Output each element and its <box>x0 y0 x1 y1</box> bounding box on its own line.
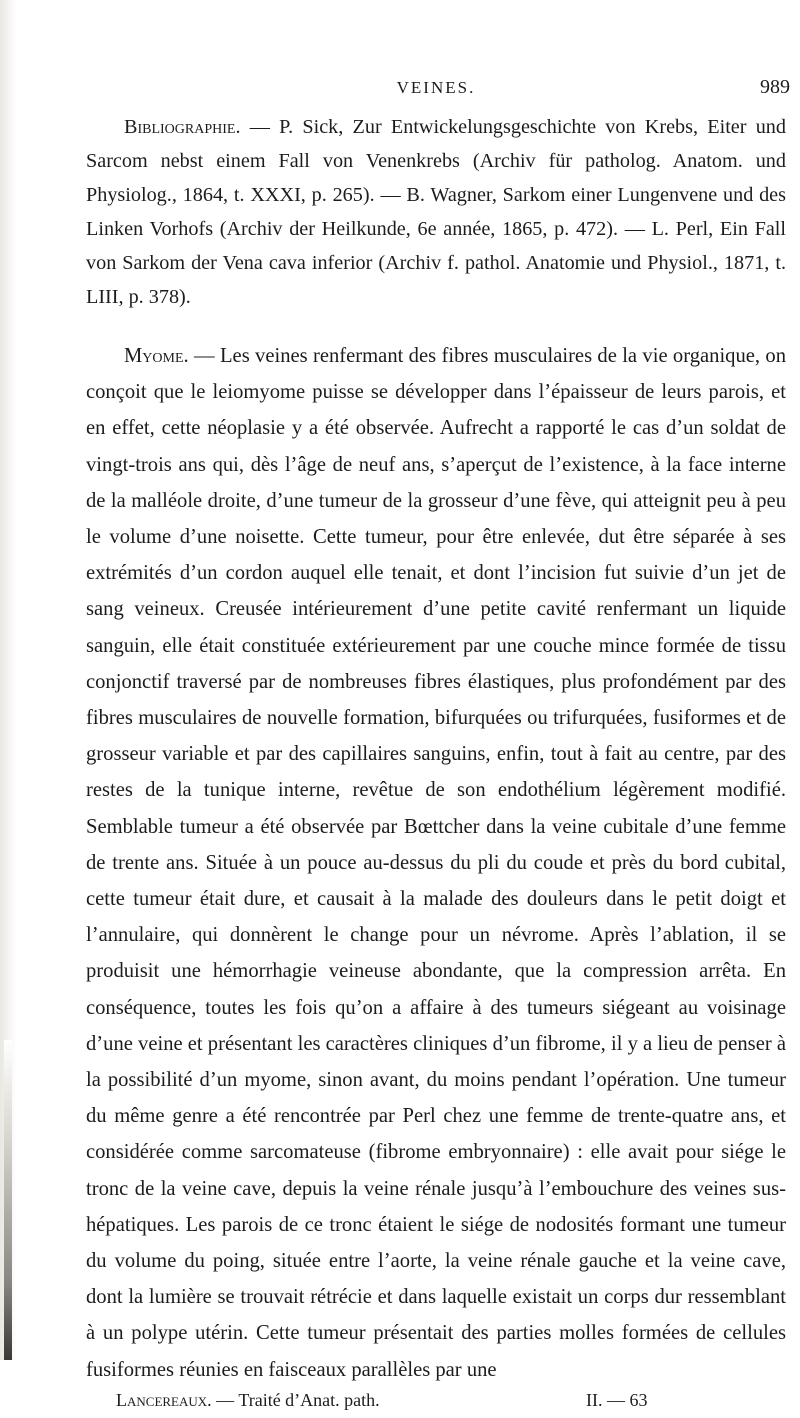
bibliography-label: Bibliographie. <box>124 116 241 138</box>
book-page <box>86 70 790 1418</box>
footer-reference <box>116 1390 380 1411</box>
footer-author: Lancereaux. <box>116 1389 212 1410</box>
footer-signature: II. — 63 <box>586 1389 648 1410</box>
bibliography-text: — P. Sick, Zur Entwickelungsgeschichte von Krebs, Eiter und Sarcom nebst einem Fall von Venenkrebs (Archiv für patholog. Anatom. und Physiolog., 1864, t. XXXI, p. 265). — B. Wagner, Sarkom einer Lungenvene und des Linken Vorhofs (Archiv der Heilkunde, 6e année, 1865, p. 472). — L. Perl, Ein Fall von Sarkom der Vena cava inferior (Archiv f. pathol. Anatomie und Physiol., 1871, t. LIII, p. 378). <box>86 116 786 308</box>
paragraph-gap <box>86 314 786 338</box>
myome-text: — Les veines renfermant des fibres musculaires de la vie organique, on conçoit que le leiomyome puisse se développer dans l’épaisseur de leurs parois, et en effet, cette néoplasie y a été observée. Aufrecht a rapporté le cas d’un soldat de vingt-trois ans qui, dès l’âge de neuf ans, s’aperçut de l’existence, à la face interne de la malléole droite, d’une tumeur de la grosseur d’une fève, qui atteignit peu à peu le volume d’une noisette. Cette tumeur, pour être enlevée, dut être séparée à ses extrémités d’un cordon auquel elle tenait, et dont l’incision fut suivie d’un jet de sang veineux. Creusée intérieurement d’une petite cavité renfermant un liquide sanguin, elle était constituée extérieurement par une couche mince formée de tissu conjonctif traversé par de nombreuses fibres élastiques, plus profondément par des fibres musculaires de nouvelle formation, bifurquées ou trifurquées, fusiformes et de grosseur variable et par des capillaires sanguins, enfin, tout à fait au centre, par des restes de la tunique interne, revêtue de son endothélium légèrement modifié. Semblable tumeur a été observée par Bœttcher dans la veine cubitale d’une femme de trente ans. Située à un pouce au-dessus du pli du coude et près du bord cubital, cette tumeur était dure, et causait à la malade des douleurs dans le petit doigt et l’annulaire, qui donnèrent le change pour un névrome. Après l’ablation, il se produisit une hémorrhagie veineuse abondante, que la compression arrêta. En conséquence, toutes les fois qu’on a affaire à des tumeurs siégeant au voisinage d’une veine et présentant les caractères cliniques d’un fibrome, il y a lieu de penser à la possibilité d’un myome, sinon avant, du moins pendant l’opération. Une tumeur du même genre a été rencontrée par Perl chez une femme de trente-quatre ans, et considérée comme sarcomateuse (fibrome embryonnaire) : elle avait pour siége le tronc de la veine cave, depuis la veine rénale jusqu’à l’embouchure des veines sus-hépatiques. Les parois de ce tronc étaient le siége de nodosités formant une tumeur du volume du poing, située entre l’aorte, la veine rénale gauche et la veine cave, dont la lumière se trouvait rétrécie et dans laquelle existait un corps dur ressemblant à un polype utérin. Cette tumeur présentait des parties molles formées de cellules fusiformes réunies en faisceaux parallèles par une <box>86 345 786 1381</box>
footer-title: — Traité d’Anat. path. <box>211 1389 380 1410</box>
page-number: 989 <box>760 76 790 98</box>
page-footer <box>86 1390 786 1418</box>
running-head: VEINES. <box>396 78 476 97</box>
bibliography-paragraph <box>86 110 786 314</box>
page-header <box>86 70 790 110</box>
book-spine-shadow <box>4 1040 12 1360</box>
myome-paragraph <box>86 338 786 1388</box>
myome-label: Myome. <box>124 345 189 367</box>
